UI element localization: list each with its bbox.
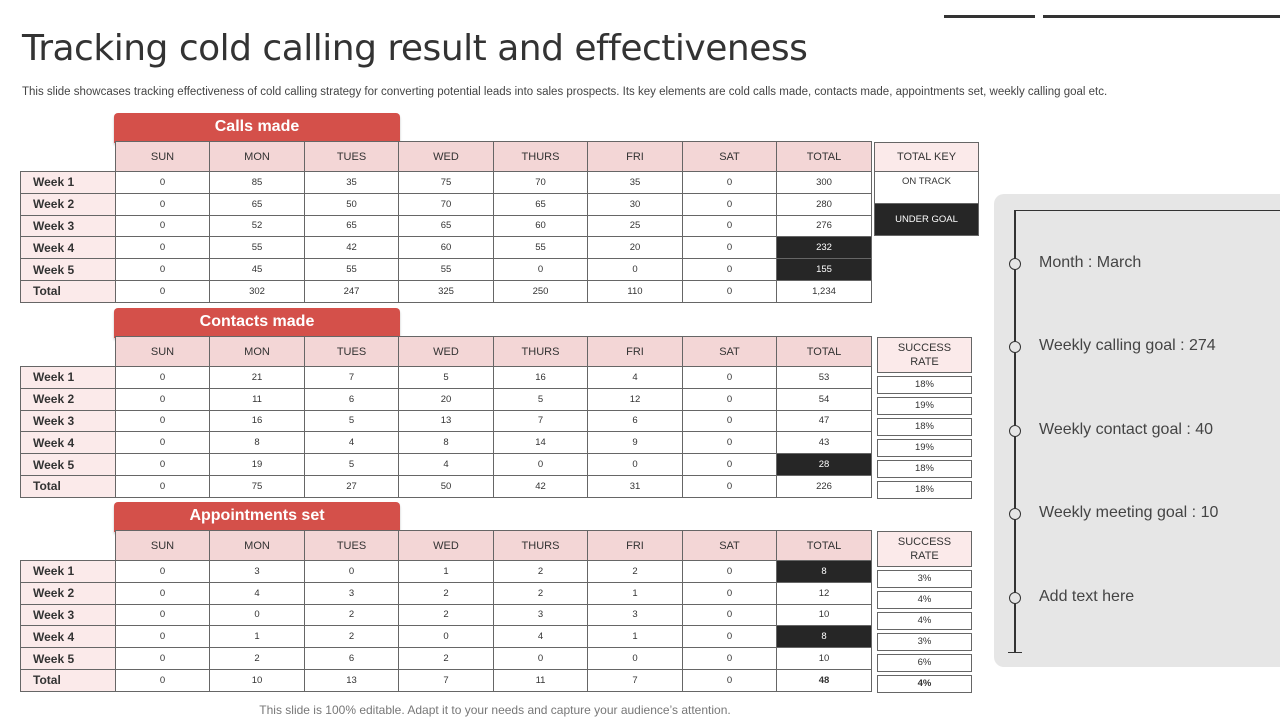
table-row: [21, 648, 872, 670]
row-label: Week 3: [21, 410, 116, 432]
table-cell: 42: [305, 237, 399, 259]
header-blank: [21, 337, 116, 367]
table-row: [21, 193, 872, 215]
table-cell: 7: [494, 410, 588, 432]
table-cell: 13: [305, 669, 399, 691]
table-cell: 0: [683, 259, 777, 281]
table-cell: 27: [305, 475, 399, 497]
timeline-dot-icon: [1009, 425, 1021, 437]
table-cell: 52: [210, 215, 305, 237]
goal-text: Month : March: [1039, 254, 1142, 271]
column-header-fri: FRI: [588, 142, 683, 172]
table-cell: 11: [210, 388, 305, 410]
table-cell: 12: [777, 582, 872, 604]
table-cell: 20: [588, 237, 683, 259]
success-rate-cell: 4%: [877, 612, 972, 630]
table-cell: 50: [399, 475, 494, 497]
section-title: Appointments set: [114, 502, 400, 532]
success-rate-cell: 18%: [877, 376, 972, 394]
table-cell: 35: [305, 172, 399, 194]
table-cell: 2: [399, 648, 494, 670]
table-cell: 0: [116, 193, 210, 215]
table-cell: 10: [210, 669, 305, 691]
table-cell: 0: [494, 648, 588, 670]
table-cell: 0: [116, 582, 210, 604]
goal-text: Weekly contact goal : 40: [1039, 421, 1214, 438]
column-header-sun: SUN: [116, 142, 210, 172]
table-cell: 3: [494, 604, 588, 626]
table-cell: 226: [777, 475, 872, 497]
table-cell: 250: [494, 280, 588, 302]
column-header-total: TOTAL: [777, 337, 872, 367]
goal-text: Weekly meeting goal : 10: [1039, 504, 1219, 521]
table-row: [21, 604, 872, 626]
table-cell: 0: [683, 648, 777, 670]
table-cell: 12: [588, 388, 683, 410]
column-header-sat: SAT: [683, 337, 777, 367]
column-header-total: TOTAL: [777, 142, 872, 172]
table-cell: 60: [494, 215, 588, 237]
table-cell: 0: [305, 561, 399, 583]
success-rate-cell: 18%: [877, 418, 972, 436]
decor-line-long: [1043, 15, 1280, 18]
table-cell: 3: [210, 561, 305, 583]
success-rate-header-line: SUCCESS: [897, 536, 952, 548]
table-cell: 0: [116, 432, 210, 454]
table-cell: 6: [588, 410, 683, 432]
table-cell: 247: [305, 280, 399, 302]
table-cell: 1,234: [777, 280, 872, 302]
table-cell: 55: [210, 237, 305, 259]
table-cell: 4: [399, 454, 494, 476]
table-row: [21, 669, 872, 691]
row-label: Week 3: [21, 215, 116, 237]
table-cell: 0: [683, 454, 777, 476]
table-cell: 75: [399, 172, 494, 194]
table-cell: 0: [683, 410, 777, 432]
table-cell: 0: [683, 172, 777, 194]
table-cell: 0: [683, 388, 777, 410]
table-cell: 5: [305, 454, 399, 476]
row-label: Week 1: [21, 367, 116, 389]
table-cell: 3: [305, 582, 399, 604]
goals-panel: [994, 194, 1280, 667]
table-cell: 53: [777, 367, 872, 389]
table-cell: 0: [494, 454, 588, 476]
table-cell: 0: [683, 432, 777, 454]
goal-text: Add text here: [1039, 588, 1135, 605]
table-cell: 6: [305, 388, 399, 410]
table-cell: 13: [399, 410, 494, 432]
table-cell: 65: [494, 193, 588, 215]
table-row: [21, 259, 872, 281]
column-header-sat: SAT: [683, 531, 777, 561]
table-cell: 4: [305, 432, 399, 454]
row-label: Total: [21, 280, 116, 302]
table-cell: 70: [494, 172, 588, 194]
table-row: [21, 280, 872, 302]
table-cell: 2: [305, 604, 399, 626]
table-cell: 0: [683, 604, 777, 626]
column-header-thurs: THURS: [494, 337, 588, 367]
table-cell: 2: [588, 561, 683, 583]
table-cell: 4: [494, 626, 588, 648]
page-subtitle: This slide showcases tracking effectiveness of cold calling strategy for converting potential leads into sales prospects. Its key elements are cold calls made, contacts made, appointments set, weekly calling goal etc.: [22, 86, 1108, 98]
row-label: Week 2: [21, 193, 116, 215]
table-cell: 0: [116, 454, 210, 476]
table-row: [21, 215, 872, 237]
column-header-wed: WED: [399, 142, 494, 172]
table-cell: 11: [494, 669, 588, 691]
timeline-end-tick: [1008, 652, 1022, 653]
table-cell: 0: [116, 561, 210, 583]
table-cell: 0: [116, 604, 210, 626]
table-cell: 0: [494, 259, 588, 281]
table-cell: 4: [588, 367, 683, 389]
table-row: [21, 561, 872, 583]
table-cell: 7: [399, 669, 494, 691]
table-cell: 0: [683, 367, 777, 389]
table-cell: 0: [116, 280, 210, 302]
column-header-fri: FRI: [588, 531, 683, 561]
success-rate-cell: 19%: [877, 439, 972, 457]
table-cell: 5: [399, 367, 494, 389]
table-row: [21, 237, 872, 259]
table-row: [21, 367, 872, 389]
table-cell: 2: [305, 626, 399, 648]
table-cell: 0: [588, 648, 683, 670]
column-header-sat: SAT: [683, 142, 777, 172]
column-header-total: TOTAL: [777, 531, 872, 561]
table-cell: 280: [777, 193, 872, 215]
table-cell: 0: [210, 604, 305, 626]
table-row: [21, 626, 872, 648]
under-goal-key: UNDER GOAL: [875, 204, 979, 236]
row-label: Week 4: [21, 237, 116, 259]
table-cell: 0: [683, 237, 777, 259]
table-cell: 232: [777, 237, 872, 259]
footer-note: This slide is 100% editable. Adapt it to your needs and capture your audience’s attention.: [259, 703, 731, 717]
table-cell: 55: [399, 259, 494, 281]
table-cell: 2: [399, 582, 494, 604]
table-cell: 0: [116, 367, 210, 389]
goal-text: Weekly calling goal : 274: [1039, 337, 1216, 354]
timeline-dot-icon: [1009, 258, 1021, 270]
table-cell: 65: [210, 193, 305, 215]
table-cell: 47: [777, 410, 872, 432]
timeline-dot-icon: [1009, 508, 1021, 520]
success-rate-header: [877, 337, 972, 373]
table-cell: 0: [683, 280, 777, 302]
column-header-sun: SUN: [116, 531, 210, 561]
table-cell: 4: [210, 582, 305, 604]
table-cell: 60: [399, 237, 494, 259]
success-rate-cell: 3%: [877, 633, 972, 651]
table-cell: 65: [399, 215, 494, 237]
panel-top-line: [1014, 210, 1280, 211]
table-cell: 55: [494, 237, 588, 259]
column-header-thurs: THURS: [494, 531, 588, 561]
table-cell: 16: [210, 410, 305, 432]
contacts-made-table: [20, 336, 872, 498]
table-cell: 0: [683, 193, 777, 215]
column-header-tues: TUES: [305, 142, 399, 172]
table-cell: 0: [683, 215, 777, 237]
table-cell: 0: [116, 475, 210, 497]
table-cell: 302: [210, 280, 305, 302]
row-label: Total: [21, 475, 116, 497]
table-cell: 0: [683, 669, 777, 691]
table-row: [21, 432, 872, 454]
table-cell: 45: [210, 259, 305, 281]
success-rate-header-line: SUCCESS: [897, 342, 952, 354]
table-cell: 55: [305, 259, 399, 281]
table-row: [21, 454, 872, 476]
success-rate-cell: 18%: [877, 481, 972, 499]
table-cell: 0: [116, 215, 210, 237]
column-header-tues: TUES: [305, 531, 399, 561]
success-rate-header-line: RATE: [910, 550, 939, 562]
table-cell: 110: [588, 280, 683, 302]
table-cell: 0: [116, 237, 210, 259]
success-rate-cell: 19%: [877, 397, 972, 415]
table-cell: 1: [588, 582, 683, 604]
table-cell: 14: [494, 432, 588, 454]
table-cell: 42: [494, 475, 588, 497]
row-label: Week 5: [21, 648, 116, 670]
row-label: Week 1: [21, 172, 116, 194]
table-row: [21, 172, 872, 194]
table-cell: 155: [777, 259, 872, 281]
success-rate-header-line: RATE: [910, 356, 939, 368]
column-header-sun: SUN: [116, 337, 210, 367]
table-cell: 1: [210, 626, 305, 648]
table-cell: 8: [777, 626, 872, 648]
table-cell: 65: [305, 215, 399, 237]
table-row: [21, 388, 872, 410]
table-cell: 0: [116, 410, 210, 432]
calls-made-table: [20, 141, 872, 303]
column-header-mon: MON: [210, 337, 305, 367]
column-header-mon: MON: [210, 142, 305, 172]
table-cell: 25: [588, 215, 683, 237]
timeline-dot-icon: [1009, 341, 1021, 353]
table-cell: 0: [683, 582, 777, 604]
table-cell: 85: [210, 172, 305, 194]
row-label: Week 4: [21, 626, 116, 648]
column-header-fri: FRI: [588, 337, 683, 367]
table-cell: 8: [399, 432, 494, 454]
section-title: Calls made: [114, 113, 400, 143]
success-rate-cell: 3%: [877, 570, 972, 588]
table-cell: 3: [588, 604, 683, 626]
row-label: Week 3: [21, 604, 116, 626]
column-header-wed: WED: [399, 531, 494, 561]
table-cell: 0: [683, 626, 777, 648]
table-cell: 8: [210, 432, 305, 454]
table-cell: 7: [305, 367, 399, 389]
appointments-set-table: [20, 530, 872, 692]
table-cell: 5: [494, 388, 588, 410]
table-cell: 0: [116, 648, 210, 670]
row-label: Week 4: [21, 432, 116, 454]
table-cell: 2: [494, 582, 588, 604]
table-cell: 0: [116, 259, 210, 281]
table-cell: 1: [588, 626, 683, 648]
row-label: Total: [21, 669, 116, 691]
table-cell: 70: [399, 193, 494, 215]
success-rate-header: [877, 531, 972, 567]
table-cell: 6: [305, 648, 399, 670]
total-key-header: TOTAL KEY: [875, 143, 979, 172]
success-rate-cell: 6%: [877, 654, 972, 672]
table-cell: 276: [777, 215, 872, 237]
table-cell: 5: [305, 410, 399, 432]
table-cell: 10: [777, 648, 872, 670]
table-cell: 28: [777, 454, 872, 476]
table-cell: 75: [210, 475, 305, 497]
table-cell: 0: [116, 388, 210, 410]
table-cell: 0: [588, 454, 683, 476]
table-cell: 8: [777, 561, 872, 583]
table-cell: 16: [494, 367, 588, 389]
appointments-success-rate: [877, 531, 972, 693]
table-cell: 48: [777, 669, 872, 691]
table-cell: 0: [683, 561, 777, 583]
success-rate-cell: 18%: [877, 460, 972, 478]
column-header-wed: WED: [399, 337, 494, 367]
table-cell: 300: [777, 172, 872, 194]
table-row: [21, 582, 872, 604]
row-label: Week 5: [21, 259, 116, 281]
table-row: [21, 475, 872, 497]
decor-line-short: [944, 15, 1035, 18]
table-cell: 2: [210, 648, 305, 670]
table-cell: 50: [305, 193, 399, 215]
row-label: Week 2: [21, 582, 116, 604]
table-cell: 0: [116, 626, 210, 648]
success-rate-cell: 4%: [877, 591, 972, 609]
table-cell: 31: [588, 475, 683, 497]
row-label: Week 1: [21, 561, 116, 583]
table-cell: 0: [399, 626, 494, 648]
table-cell: 2: [494, 561, 588, 583]
column-header-mon: MON: [210, 531, 305, 561]
table-cell: 0: [588, 259, 683, 281]
table-row: [21, 410, 872, 432]
row-label: Week 5: [21, 454, 116, 476]
table-cell: 0: [116, 172, 210, 194]
table-cell: 20: [399, 388, 494, 410]
table-cell: 30: [588, 193, 683, 215]
row-label: Week 2: [21, 388, 116, 410]
success-rate-cell: 4%: [877, 675, 972, 693]
timeline-dot-icon: [1009, 592, 1021, 604]
header-blank: [21, 142, 116, 172]
column-header-tues: TUES: [305, 337, 399, 367]
table-cell: 43: [777, 432, 872, 454]
section-title: Contacts made: [114, 308, 400, 338]
total-key: [874, 142, 979, 236]
column-header-thurs: THURS: [494, 142, 588, 172]
contacts-success-rate: [877, 337, 972, 499]
on-track-key: ON TRACK: [875, 172, 979, 204]
table-cell: 0: [116, 669, 210, 691]
page-title: Tracking cold calling result and effectiveness: [22, 28, 808, 69]
table-cell: 325: [399, 280, 494, 302]
table-cell: 19: [210, 454, 305, 476]
table-cell: 1: [399, 561, 494, 583]
table-cell: 10: [777, 604, 872, 626]
table-cell: 0: [683, 475, 777, 497]
table-cell: 54: [777, 388, 872, 410]
table-cell: 35: [588, 172, 683, 194]
table-cell: 21: [210, 367, 305, 389]
header-blank: [21, 531, 116, 561]
table-cell: 9: [588, 432, 683, 454]
table-cell: 2: [399, 604, 494, 626]
table-cell: 7: [588, 669, 683, 691]
